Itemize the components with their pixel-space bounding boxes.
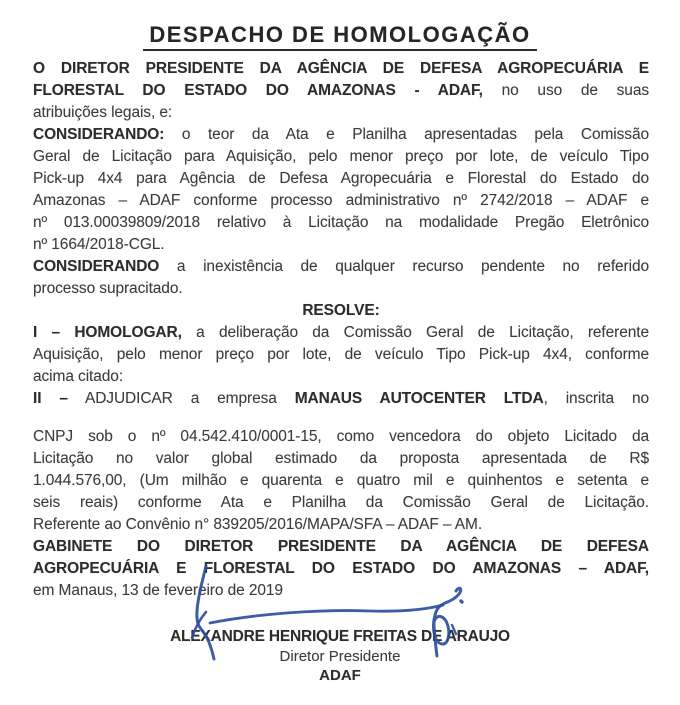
text-line [33, 58, 649, 80]
text-line [33, 448, 649, 470]
text-segment: nº 1664/2018-CGL. [33, 236, 165, 253]
text-segment-bold: RESOLVE: [302, 302, 380, 319]
signatory-org: ADAF [319, 667, 361, 684]
text-line [33, 102, 649, 124]
text-line [33, 492, 649, 514]
title-row [0, 22, 680, 51]
text-segment-bold: I – HOMOLOGAR, [33, 324, 182, 341]
text-line [33, 168, 649, 190]
text-segment: seis reais) conforme Ata e Planilha da Comissão Geral de Licitação. [33, 494, 649, 511]
text-segment: no uso de suas [482, 82, 649, 99]
text-segment: nº 013.00039809/2018 relativo à Licitação na modalidade Pregão Eletrônico [33, 214, 649, 231]
text-segment: Amazonas – ADAF conforme processo administrativo nº 2742/2018 – ADAF e [33, 192, 649, 209]
text-segment: Licitação no valor global estimado da proposta apresentada de R$ [33, 450, 649, 467]
text-segment-bold: CONSIDERANDO [33, 258, 160, 275]
signatory-role: Diretor Presidente [279, 648, 401, 665]
text-segment: Aquisição, pelo menor preço por lote, de veículo Tipo Pick-up 4x4, conforme [33, 346, 649, 363]
text-line [33, 212, 649, 234]
text-segment: a inexistência de qualquer recurso pendente no referido [159, 258, 649, 275]
text-line [33, 146, 649, 168]
signature-block [0, 627, 680, 685]
text-line [33, 300, 649, 322]
text-segment-bold: O DIRETOR PRESIDENTE DA AGÊNCIA DE DEFESA AGROPECUÁRIA E [33, 60, 649, 77]
text-segment: o teor da Ata e Planilha apresentadas pela Comissão [164, 126, 649, 143]
text-segment: acima citado: [33, 368, 124, 385]
signature-baseline-stroke [210, 605, 443, 623]
text-segment-bold: AGROPECUÁRIA E FLORESTAL DO ESTADO DO AMAZONAS – ADAF, [33, 560, 649, 577]
text-segment: processo supracitado. [33, 280, 183, 297]
text-segment-bold: FLORESTAL DO ESTADO DO AMAZONAS - ADAF, [33, 82, 483, 99]
text-segment-bold: II – [33, 390, 68, 407]
text-segment: Referente ao Convênio n° 839205/2016/MAPA/SFA – ADAF – AM. [33, 516, 483, 533]
text-segment: a deliberação da Comissão Geral de Licitação, referente [181, 324, 649, 341]
text-segment-bold: MANAUS AUTOCENTER LTDA [294, 390, 544, 407]
text-segment-bold: GABINETE DO DIRETOR PRESIDENTE DA AGÊNCIA DE DEFESA [33, 538, 649, 555]
text-line [33, 470, 649, 492]
text-segment: atribuições legais, e: [33, 104, 173, 121]
page-title: DESPACHO DE HOMOLOGAÇÃO [143, 22, 536, 51]
text-line [33, 256, 649, 278]
text-line [33, 536, 649, 558]
text-line [33, 80, 649, 102]
text-line [33, 124, 649, 146]
document-body [33, 58, 649, 602]
text-line [33, 278, 649, 300]
signatory-name: ALEXANDRE HENRIQUE FREITAS DE ARAUJO [170, 628, 510, 645]
text-segment: 1.044.576,00, (Um milhão e quarenta e quatro mil e quinhentos e setenta e [33, 472, 649, 489]
text-line [33, 344, 649, 366]
text-segment-bold: CONSIDERANDO: [33, 126, 165, 143]
text-segment: Geral de Licitação para Aquisição, pelo menor preço por lote, de veículo Tipo [33, 148, 649, 165]
text-line [33, 190, 649, 212]
text-segment: Pick-up 4x4 para Agência de Defesa Agropecuária e Florestal do Estado do [33, 170, 649, 187]
text-segment: , inscrita no [543, 390, 649, 407]
text-line [33, 322, 649, 344]
text-segment: ADJUDICAR a empresa [67, 390, 295, 407]
text-line [33, 234, 649, 256]
text-line [33, 580, 649, 602]
text-segment: CNPJ sob o nº 04.542.410/0001-15, como vencedora do objeto Licitado da [33, 428, 649, 445]
text-line [33, 366, 649, 388]
text-line [33, 558, 649, 580]
text-line [33, 388, 649, 410]
text-segment: em Manaus, 13 de fevereiro de 2019 [33, 582, 283, 599]
text-line [33, 514, 649, 536]
text-line [33, 426, 649, 448]
